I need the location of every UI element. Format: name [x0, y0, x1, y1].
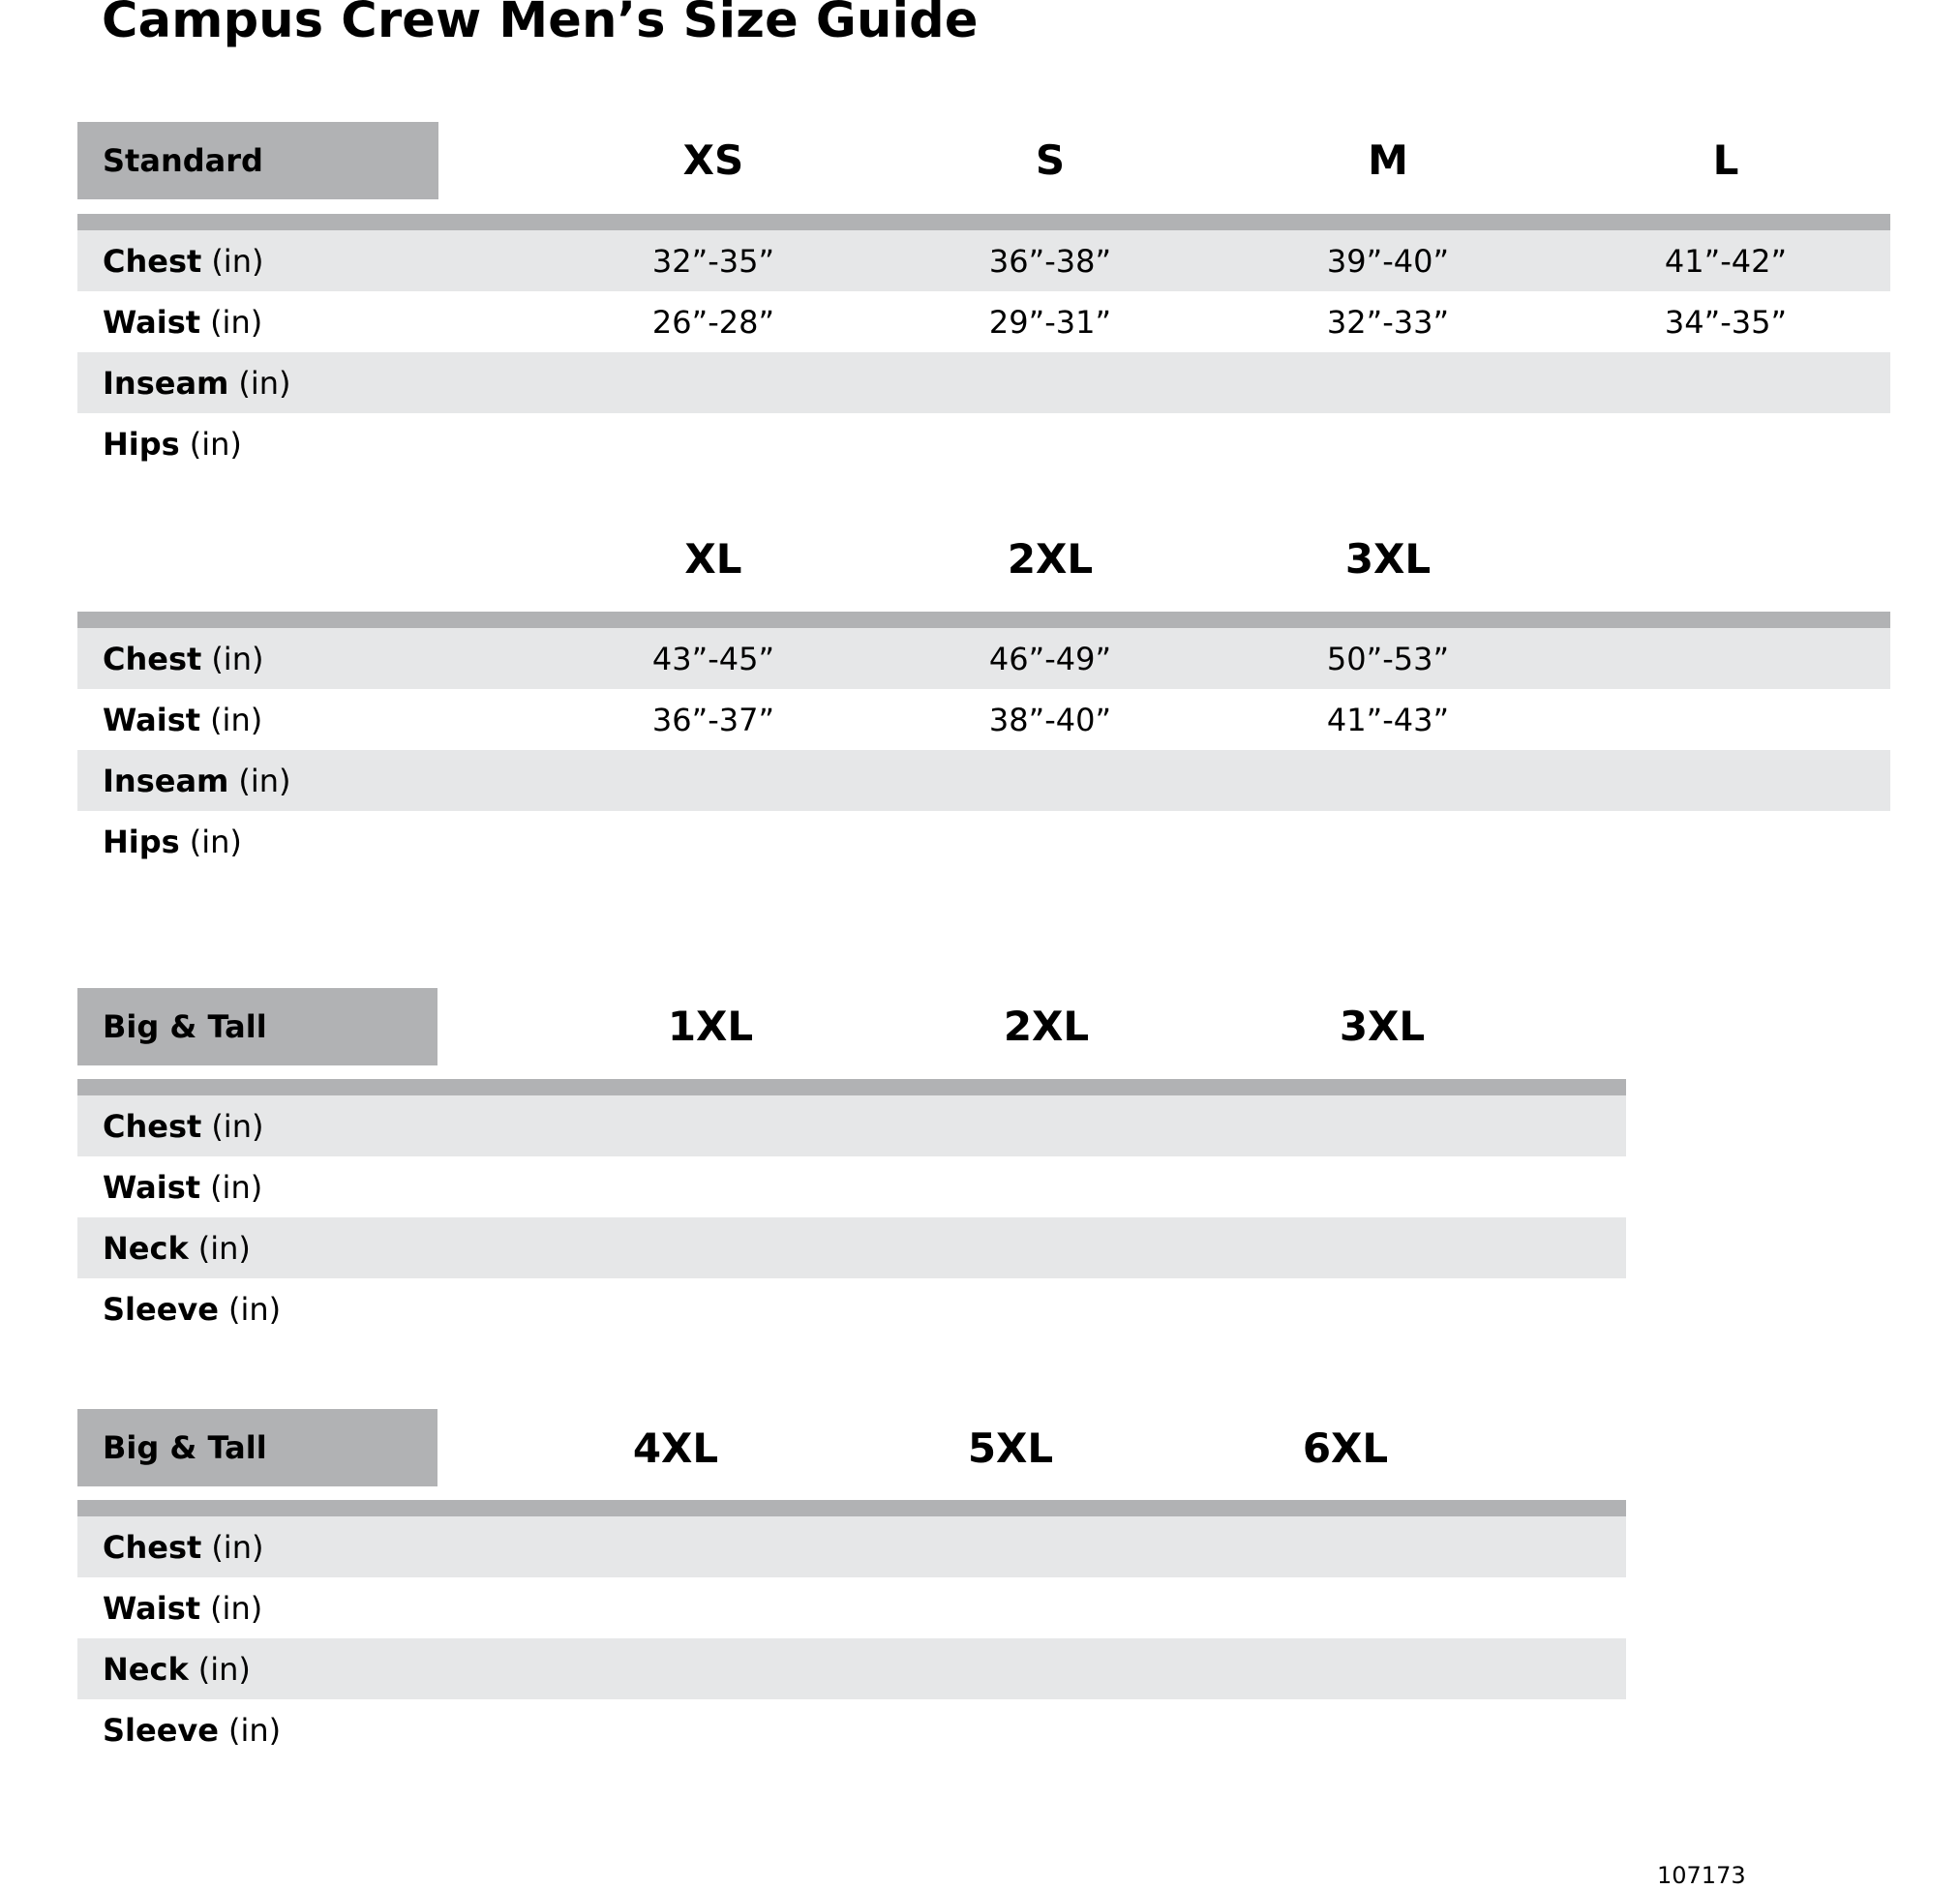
- row-label-waist: Waist (in): [103, 1589, 263, 1627]
- size-3xl: 3XL: [1339, 1003, 1426, 1050]
- row-label-neck: Neck (in): [103, 1229, 251, 1267]
- size-l: L: [1712, 136, 1739, 184]
- table-row: [77, 413, 1890, 474]
- size-s: S: [1035, 136, 1066, 184]
- table-row: [77, 352, 1890, 413]
- value-cell: 38”-40”: [988, 701, 1112, 738]
- size-xl: XL: [684, 535, 742, 583]
- value-cell: 46”-49”: [988, 640, 1112, 677]
- value-cell: 43”-45”: [651, 640, 775, 677]
- size-5xl: 5XL: [967, 1424, 1054, 1472]
- size-2xl: 2XL: [1007, 535, 1094, 583]
- table-row: [77, 1577, 1626, 1638]
- table-row: [77, 1516, 1626, 1577]
- row-label-sleeve: Sleeve (in): [103, 1711, 282, 1749]
- document-code: 107173: [1657, 1862, 1746, 1889]
- value-cell: 36”-37”: [651, 701, 775, 738]
- size-4xl: 4XL: [632, 1424, 719, 1472]
- row-label-waist: Waist (in): [103, 1168, 263, 1206]
- table-row: [77, 1156, 1626, 1217]
- row-label-chest: Chest (in): [103, 640, 264, 677]
- table-row: [77, 1638, 1626, 1699]
- table-row: [77, 1095, 1626, 1156]
- header-divider: [77, 1500, 1626, 1516]
- value-cell: 50”-53”: [1326, 640, 1450, 677]
- table-row: [77, 811, 1890, 872]
- size-xs: XS: [682, 136, 744, 184]
- row-label-neck: Neck (in): [103, 1650, 251, 1688]
- row-label-chest: Chest (in): [103, 1528, 264, 1566]
- table-row: [77, 1699, 1626, 1760]
- table-row: [77, 750, 1890, 811]
- row-label-chest: Chest (in): [103, 1107, 264, 1145]
- size-m: M: [1368, 136, 1408, 184]
- value-cell: 34”-35”: [1664, 303, 1788, 341]
- value-cell: 26”-28”: [651, 303, 775, 341]
- size-3xl: 3XL: [1344, 535, 1432, 583]
- standard-label: Standard: [77, 122, 438, 199]
- header-divider: [77, 612, 1890, 628]
- value-cell: 36”-38”: [988, 242, 1112, 280]
- value-cell: 39”-40”: [1326, 242, 1450, 280]
- table-row: [77, 291, 1890, 352]
- value-cell: 41”-42”: [1664, 242, 1788, 280]
- row-label-inseam: Inseam (in): [103, 762, 291, 799]
- table-row: [77, 230, 1890, 291]
- table-row: [77, 628, 1890, 689]
- row-label-hips: Hips (in): [103, 425, 242, 463]
- page-title: Campus Crew Men’s Size Guide: [102, 0, 979, 49]
- big-tall-label: Big & Tall: [77, 988, 437, 1065]
- row-label-inseam: Inseam (in): [103, 364, 291, 402]
- row-label-sleeve: Sleeve (in): [103, 1290, 282, 1328]
- row-label-waist: Waist (in): [103, 701, 263, 738]
- value-cell: 32”-33”: [1326, 303, 1450, 341]
- value-cell: 29”-31”: [988, 303, 1112, 341]
- value-cell: 41”-43”: [1326, 701, 1450, 738]
- table-row: [77, 689, 1890, 750]
- size-6xl: 6XL: [1302, 1424, 1389, 1472]
- table-row: [77, 1217, 1626, 1278]
- header-divider: [77, 214, 1890, 230]
- table-row: [77, 1278, 1626, 1339]
- value-cell: 32”-35”: [651, 242, 775, 280]
- big-tall-label: Big & Tall: [77, 1409, 437, 1486]
- row-label-hips: Hips (in): [103, 823, 242, 860]
- size-2xl: 2XL: [1003, 1003, 1090, 1050]
- row-label-waist: Waist (in): [103, 303, 263, 341]
- header-divider: [77, 1079, 1626, 1095]
- size-1xl: 1XL: [667, 1003, 754, 1050]
- row-label-chest: Chest (in): [103, 242, 264, 280]
